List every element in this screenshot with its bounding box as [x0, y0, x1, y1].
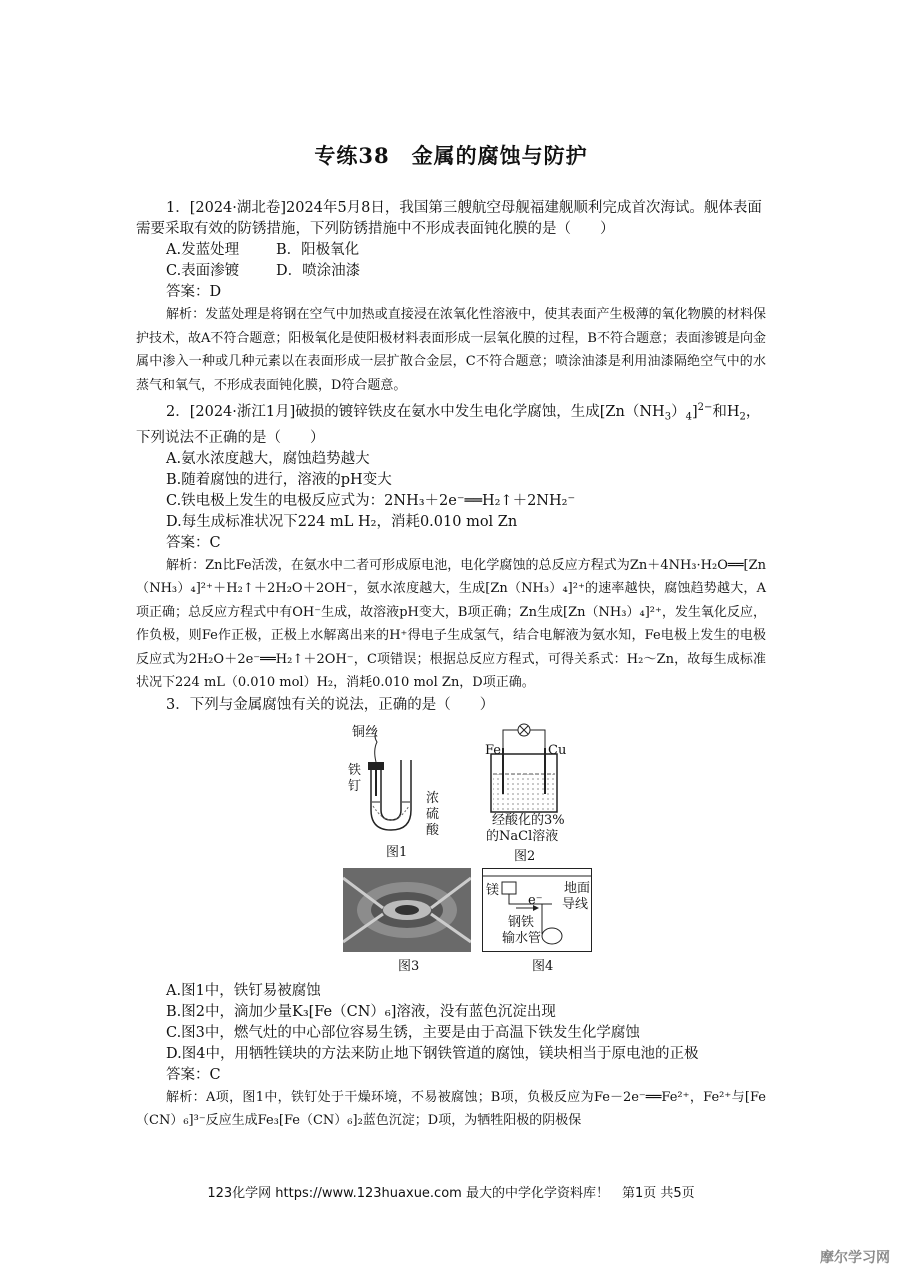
- q3-opt-c: C.图3中，燃气灶的中心部位容易生锈，主要是由于高温下铁发生化学腐蚀: [166, 1024, 640, 1041]
- watermark: 摩尔学习网: [820, 1250, 890, 1266]
- fig4-wire-label: 导线: [562, 896, 589, 912]
- fig3-caption: 图3: [398, 958, 420, 974]
- fig2-cu-label: Cu: [548, 742, 567, 758]
- q1-analysis: 解析：发蓝处理是将钢在空气中加热或直接浸在浓氧化性溶液中，使其表面产生极薄的氧化物膜的材料保护技术，故A不符合题意；阳极氧化是使阳极材料表面形成一层氧化膜的过程，B不符合题意；表面渗镀是向金属中渗入一种或几种元素以在表面形成一层扩散合金层，C不符合题意；喷涂油漆是利用油漆隔绝空气中的水蒸气和氧气，不形成表面钝化膜，D符合题意。: [136, 307, 766, 393]
- fig1-acid-label-2: 硫: [426, 806, 440, 822]
- page-footer: 123化学网 https://www.123huaxue.com 最大的中学化学资料库！ 第1页 共5页: [207, 1186, 695, 1201]
- q3-figures: [136, 722, 766, 977]
- q1-options-cd: [136, 261, 766, 282]
- fig4-pipe-label-1: 钢铁: [508, 914, 535, 930]
- fig2-caption: 图2: [514, 848, 536, 864]
- page-title: 专练38 金属的腐蚀与防护: [314, 143, 588, 168]
- fig4-ground-label: 地面: [564, 880, 591, 896]
- q2-opt-b: B.随着腐蚀的进行，溶液的pH变大: [166, 471, 392, 488]
- q3-opt-b: B.图2中，滴加少量K₃[Fe（CN）₆]溶液，没有蓝色沉淀出现: [166, 1003, 556, 1020]
- fig4-pipe-label-2: 输水管: [502, 930, 542, 946]
- q1-opt-a: A.发蓝处理: [166, 242, 240, 258]
- document-body: [136, 198, 766, 1133]
- fig1-acid-label-3: 酸: [426, 822, 440, 838]
- q3-answer: 答案：C: [166, 1066, 221, 1083]
- fig4-mg-label: 镁: [486, 882, 500, 898]
- fig2-solution-label-1: 经酸化的3%: [492, 812, 565, 828]
- fig1-nail-label-2: 钉: [348, 778, 362, 794]
- q3-stem: 3．下列与金属腐蚀有关的说法，正确的是（ ）: [166, 696, 495, 713]
- fig1-acid-label-1: 浓: [426, 790, 440, 806]
- q3-opt-d: D.图4中，用牺牲镁块的方法来防止地下钢铁管道的腐蚀，镁块相当于原电池的正极: [166, 1045, 699, 1062]
- fig1-wire-label: 铜丝: [352, 724, 379, 740]
- q2-stem: 2．[2024·浙江1月]破损的镀锌铁皮在氨水中发生电化学腐蚀，生成$[Zn(NH_3)_4]^{2-}$和$H_2$，下列说法不正确的是（ ）: [136, 402, 761, 446]
- q1-answer: 答案：D: [166, 284, 222, 300]
- q1-opt-c: C.表面渗镀: [166, 263, 240, 279]
- fig1-nail-label-1: 铁: [348, 762, 362, 778]
- q2-opt-d: D.每生成标准状况下224 mL H₂，消耗0.010 mol Zn: [166, 513, 518, 530]
- q3-opt-a: A.图1中，铁钉易被腐蚀: [166, 982, 321, 999]
- q2-answer: 答案：C: [166, 534, 221, 551]
- fig4-electron-label: e⁻: [528, 892, 543, 908]
- fig2-fe-label: Fe: [485, 742, 502, 758]
- q2-opt-c: C.铁电极上发生的电极反应式为：2NH₃＋2e⁻══H₂↑＋2NH₂⁻: [166, 492, 576, 509]
- q1-opt-d: D．喷涂油漆: [276, 263, 361, 279]
- figure-3-gas-stove-photo: [343, 868, 471, 952]
- q1-stem: 1．[2024·湖北卷]2024年5月8日，我国第三艘航空母舰福建舰顺利完成首次海试。舰体表面需要采取有效的防锈措施，下列防锈措施中不形成表面钝化膜的是（ ）: [136, 200, 762, 237]
- q2-analysis: 解析：Zn比Fe活泼，在氨水中二者可形成原电池，电化学腐蚀的总反应方程式为Zn＋4NH₃·H₂O══[Zn（NH₃）₄]²⁺＋H₂↑＋2H₂O＋2OH⁻，氨水浓度越大，生成[Zn（NH₃）₄]²⁺的速率越快，腐蚀趋势越大，A项正确；总反应方程式中有OH⁻生成，故溶液pH变大，B项正确；Zn生成[Zn（NH₃）₄]²⁺，发生氧化反应，作负极，则Fe作正极，正极上水解离出来的H⁺得电子生成氢气，结合电解液为氨水知，Fe电极上发生的电极反应式为2H₂O＋2e⁻══H₂↑＋2OH⁻，C项错误；根据总反应方程式，可得关系式：H₂～Zn，故每生成标准状况下224 mL（0.010 mol）H₂，消耗0.010 mol Zn，D项正确。: [136, 557, 766, 691]
- q1-opt-b: B．阳极氧化: [276, 242, 360, 258]
- fig1-caption: 图1: [386, 844, 408, 860]
- q2-opt-a: A.氨水浓度越大，腐蚀趋势越大: [166, 450, 370, 467]
- q1-options-ab: [136, 240, 766, 261]
- q3-analysis: 解析：A项，图1中，铁钉处于干燥环境，不易被腐蚀；B项，负极反应为Fe－2e⁻══Fe²⁺，Fe²⁺与[Fe（CN）₆]³⁻反应生成Fe₃[Fe（CN）₆]₂蓝色沉淀；D项，为牺牲阳极的阴极保: [136, 1089, 766, 1129]
- fig2-solution-label-2: 的NaCl溶液: [486, 828, 559, 844]
- fig4-caption: 图4: [532, 958, 554, 974]
